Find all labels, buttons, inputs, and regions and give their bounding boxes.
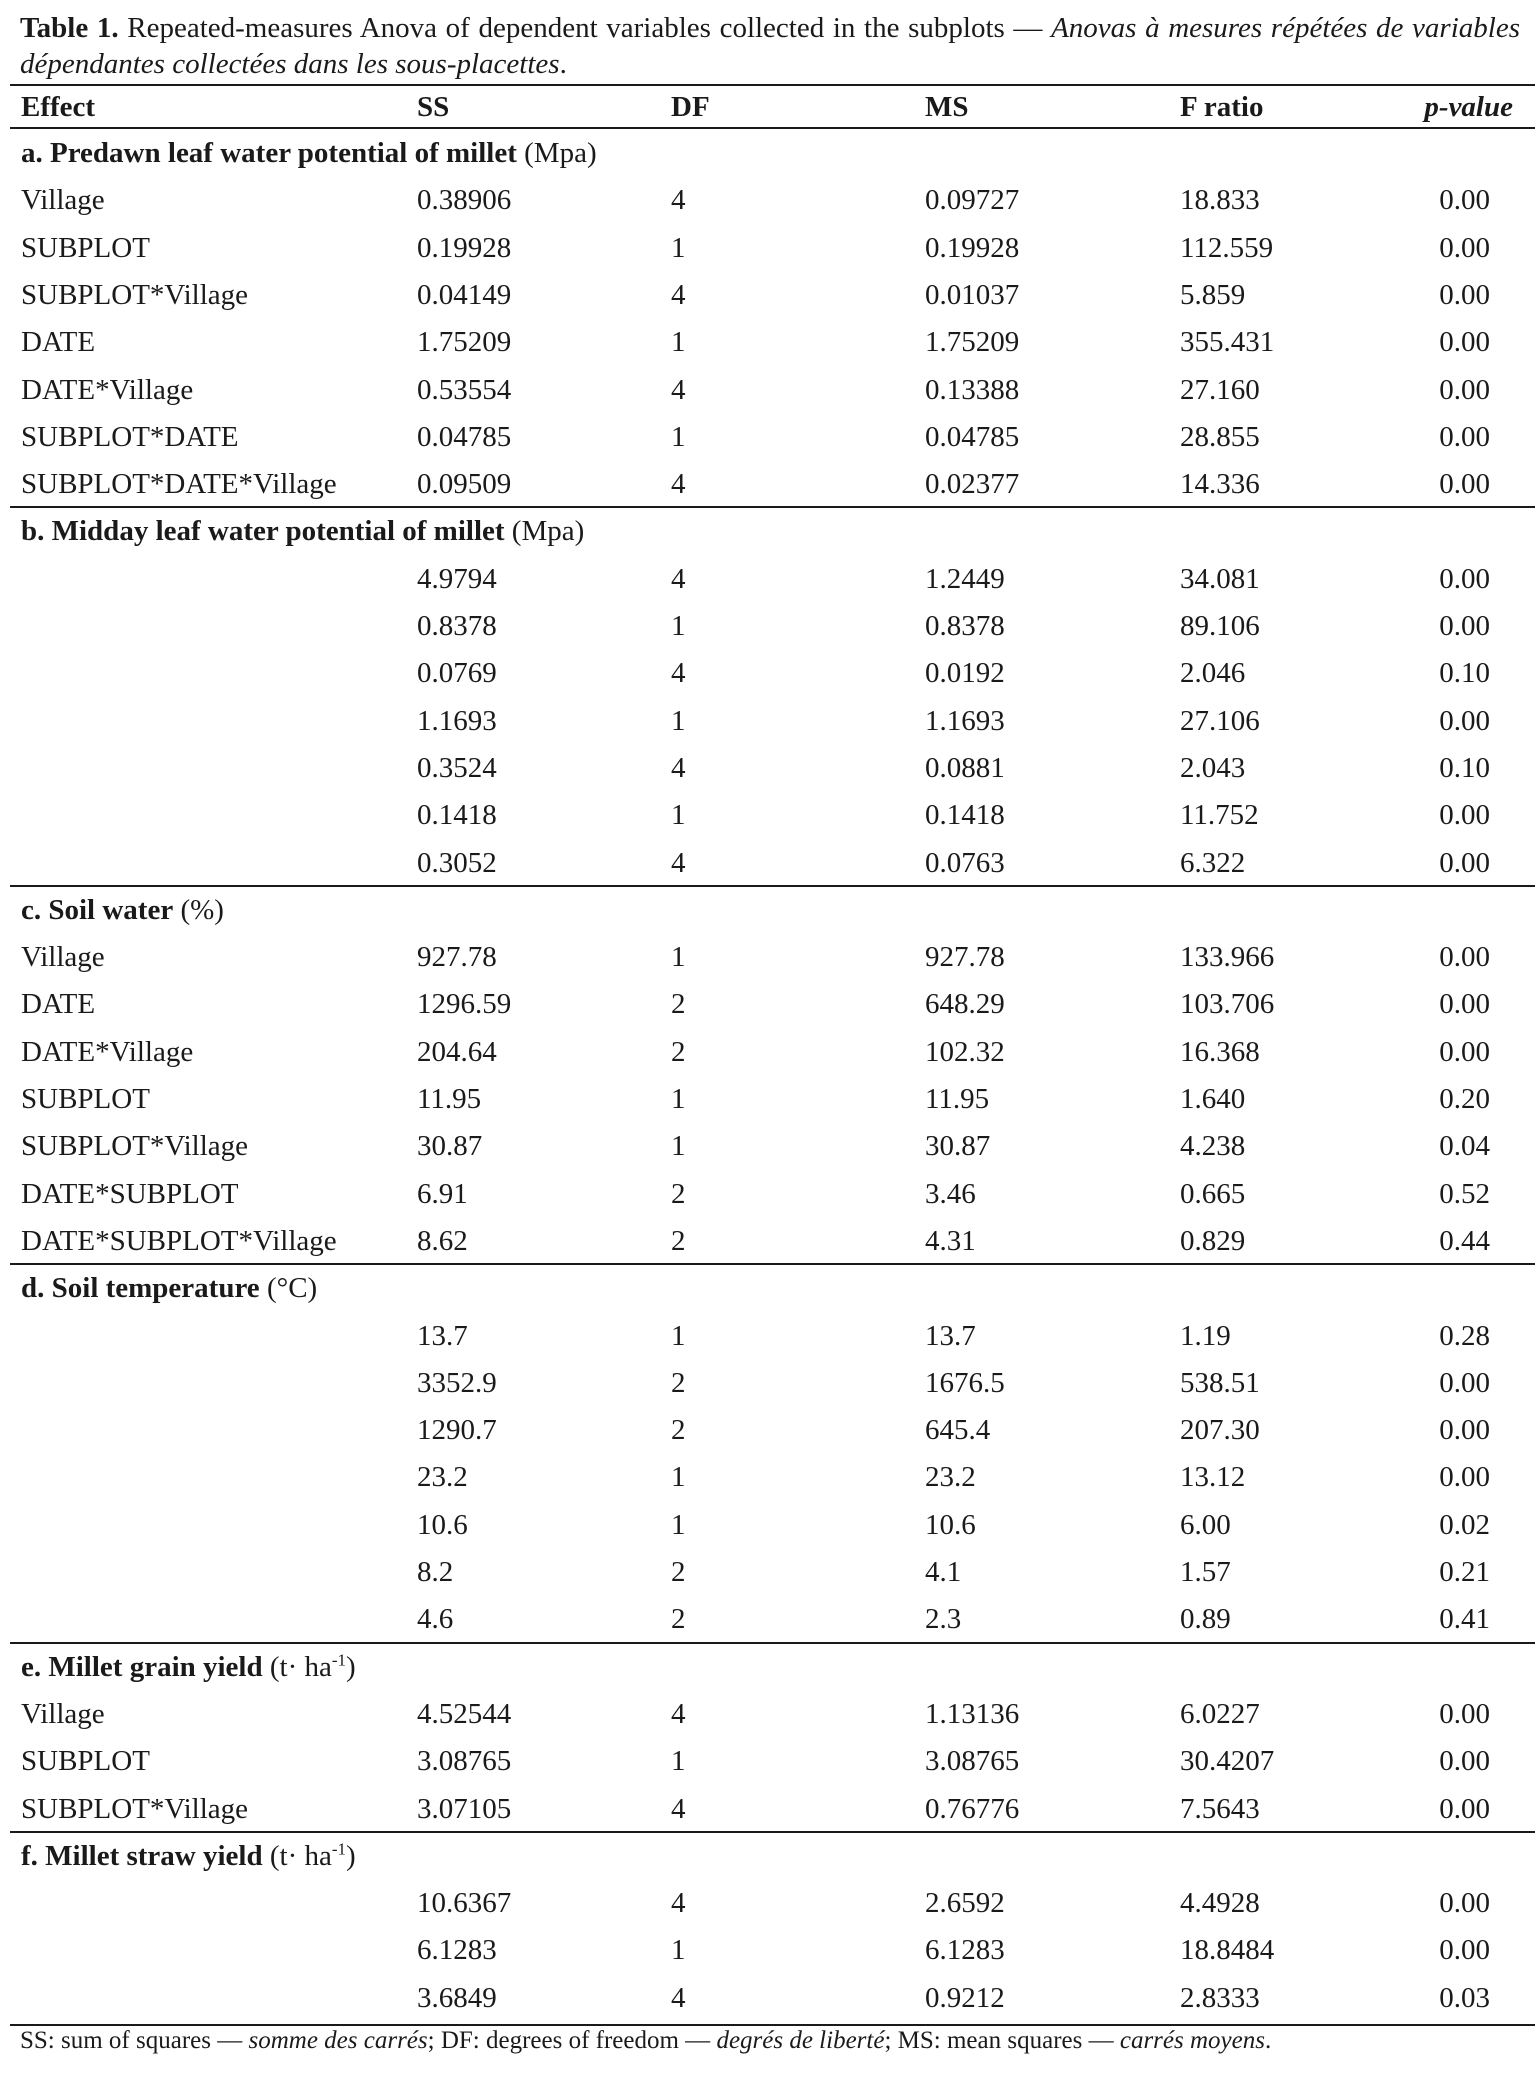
cell-p-value: 0.10 [1439, 657, 1490, 690]
cell-ms: 0.8378 [925, 610, 1005, 642]
cell-ms: 0.02377 [925, 468, 1020, 501]
cell-f-ratio: 27.160 [1180, 373, 1260, 406]
cell-ss: 3.07105 [417, 1792, 512, 1825]
cell-f-ratio: 0.829 [1180, 1224, 1246, 1257]
cell-f-ratio: 16.368 [1180, 1035, 1260, 1068]
cell-df: 1 [671, 799, 686, 832]
cell-ss: 3.6849 [417, 1981, 497, 2014]
cell-f-ratio: 1.57 [1180, 1556, 1231, 1588]
footnote-part: ; MS: mean squares — [884, 2027, 1120, 2054]
section-title-text [21, 508, 584, 555]
cell-effect: DATE*SUBPLOT [21, 1177, 239, 1210]
cell-f-ratio: 7.5643 [1180, 1792, 1260, 1825]
cell-ms: 0.76776 [925, 1792, 1020, 1825]
cell-ss: 13.7 [417, 1319, 468, 1352]
cell-ms: 11.95 [925, 1083, 990, 1115]
table-row [0, 745, 1540, 792]
cell-p-value: 0.04 [1439, 1130, 1490, 1163]
section-title-text [21, 887, 224, 934]
cell-ss: 4.6 [417, 1603, 454, 1636]
section-title-label: a. Predawn leaf water potential of millet [21, 137, 517, 169]
table-row [0, 1313, 1540, 1360]
cell-ms: 0.0192 [925, 657, 1005, 690]
cell-p-value: 0.41 [1439, 1603, 1490, 1636]
cell-df: 2 [671, 1556, 686, 1588]
cell-p-value: 0.00 [1439, 610, 1490, 642]
section-title-label: b. Midday leaf water potential of millet [21, 515, 505, 548]
column-header-f-ratio: F ratio [1180, 91, 1264, 123]
cell-df: 4 [671, 1697, 686, 1730]
footnote-part: SS: sum of squares — [20, 2027, 249, 2054]
cell-f-ratio: 13.12 [1180, 1461, 1246, 1494]
cell-ss: 1296.59 [417, 988, 512, 1021]
cell-f-ratio: 6.322 [1180, 846, 1246, 879]
table-row [0, 603, 1540, 650]
cell-ms: 102.32 [925, 1035, 1005, 1068]
cell-p-value: 0.02 [1439, 1508, 1490, 1541]
section-title [0, 508, 1540, 555]
section-unit-superscript: -1 [331, 1839, 347, 1859]
cell-df: 4 [671, 562, 686, 595]
section-unit [263, 1651, 356, 1683]
cell-p-value: 0.00 [1439, 184, 1490, 217]
cell-ms: 0.9212 [925, 1981, 1005, 2014]
cell-df: 1 [671, 1083, 686, 1115]
cell-p-value: 0.00 [1439, 1366, 1490, 1399]
cell-ms: 927.78 [925, 941, 1005, 974]
table-row [0, 1596, 1540, 1643]
cell-ss: 6.91 [417, 1177, 468, 1210]
cell-f-ratio: 0.89 [1180, 1603, 1231, 1636]
section-title [0, 1644, 1540, 1691]
section-title-text [21, 130, 597, 177]
cell-f-ratio: 27.106 [1180, 704, 1260, 737]
table-row [0, 177, 1540, 224]
cell-ss: 0.38906 [417, 184, 512, 217]
cell-ss: 4.52544 [417, 1697, 512, 1730]
section-title-text [21, 1265, 317, 1312]
cell-f-ratio: 18.833 [1180, 184, 1260, 217]
cell-effect: SUBPLOT*Village [21, 1792, 249, 1825]
cell-p-value: 0.20 [1439, 1083, 1490, 1115]
cell-df: 2 [671, 1603, 686, 1636]
caption-text-french: Anovas à mesures répétées de variables dépendantes collectées dans les sous-placettes [20, 12, 1520, 80]
cell-ss: 4.9794 [417, 562, 497, 595]
table-row [0, 414, 1540, 461]
cell-effect: SUBPLOT*Village [21, 278, 249, 311]
cell-f-ratio: 6.00 [1180, 1508, 1231, 1541]
cell-f-ratio: 28.855 [1180, 420, 1260, 453]
cell-df: 1 [671, 1461, 686, 1494]
cell-p-value: 0.00 [1439, 704, 1490, 737]
cell-ms: 0.09727 [925, 184, 1020, 217]
footnote-part: degrés de liberté [716, 2027, 885, 2054]
section-title-label: c. Soil water [21, 893, 174, 926]
table-row [0, 1076, 1540, 1123]
cell-ms: 1.2449 [925, 562, 1005, 595]
table-row [0, 1123, 1540, 1170]
cell-ss: 0.53554 [417, 373, 512, 406]
table-row [0, 698, 1540, 745]
cell-ms: 3.08765 [925, 1745, 1020, 1778]
column-header-df: DF [671, 91, 710, 123]
section-title [0, 130, 1540, 177]
cell-f-ratio: 112.559 [1180, 231, 1274, 264]
table-row [0, 1454, 1540, 1501]
cell-df: 1 [671, 1934, 686, 1967]
cell-p-value: 0.00 [1439, 562, 1490, 595]
cell-df: 2 [671, 1224, 686, 1257]
cell-ss: 0.0769 [417, 657, 497, 690]
table-row [0, 1360, 1540, 1407]
cell-df: 4 [671, 373, 686, 406]
cell-ms: 0.1418 [925, 799, 1005, 832]
cell-ms: 1676.5 [925, 1366, 1005, 1399]
cell-ss: 204.64 [417, 1035, 497, 1068]
cell-ss: 30.87 [417, 1130, 483, 1163]
cell-ss: 1290.7 [417, 1414, 497, 1447]
cell-df: 1 [671, 1745, 686, 1778]
cell-p-value: 0.00 [1439, 468, 1490, 501]
table-row [0, 461, 1540, 508]
table-row [0, 650, 1540, 697]
cell-p-value: 0.00 [1439, 846, 1490, 879]
footnote-part: carrés moyens [1119, 2027, 1265, 2054]
cell-effect: Village [21, 184, 105, 217]
cell-ms: 0.0881 [925, 751, 1005, 784]
section-unit [173, 894, 224, 926]
cell-ss: 8.62 [417, 1224, 468, 1257]
table-row [0, 367, 1540, 414]
cell-df: 4 [671, 184, 686, 217]
cell-ms: 0.19928 [925, 231, 1020, 264]
cell-ms: 1.75209 [925, 326, 1020, 359]
section-unit-end: ) [346, 1839, 356, 1872]
cell-ss: 10.6 [417, 1508, 468, 1541]
table-row [0, 1927, 1540, 1974]
cell-df: 2 [671, 988, 686, 1021]
cell-p-value: 0.00 [1439, 278, 1490, 311]
cell-ss: 927.78 [417, 941, 497, 974]
cell-ms: 1.13136 [925, 1697, 1020, 1730]
column-header-p-value: p-value [1424, 91, 1513, 123]
footnote-part: . [1264, 2027, 1272, 2054]
section-title-label: f. Millet straw yield [21, 1839, 263, 1872]
cell-ss: 10.6367 [417, 1887, 512, 1920]
cell-ss: 23.2 [417, 1461, 468, 1494]
cell-ms: 0.13388 [925, 373, 1020, 406]
cell-df: 2 [671, 1177, 686, 1210]
cell-effect: SUBPLOT [21, 231, 150, 264]
section-title-text [21, 1833, 356, 1880]
cell-df: 4 [671, 657, 686, 690]
cell-p-value: 0.52 [1439, 1177, 1490, 1210]
table-row [0, 1029, 1540, 1076]
section-title [0, 1833, 1540, 1880]
section-title-label: d. Soil temperature [21, 1272, 260, 1305]
cell-effect: SUBPLOT*DATE [21, 420, 239, 453]
cell-p-value: 0.00 [1439, 1792, 1490, 1825]
footnote-part: somme des carrés [248, 2027, 428, 2054]
column-header-effect: Effect [21, 91, 96, 123]
cell-df: 2 [671, 1035, 686, 1068]
section-unit-end: ) [346, 1650, 356, 1683]
cell-f-ratio: 207.30 [1180, 1414, 1260, 1447]
table-row [0, 272, 1540, 319]
cell-ms: 0.04785 [925, 420, 1020, 453]
cell-df: 1 [671, 1130, 686, 1163]
section-unit-text: (Mpa) [504, 515, 585, 548]
cell-f-ratio: 4.238 [1180, 1130, 1246, 1163]
caption-label: Table 1. [20, 12, 119, 44]
cell-effect: DATE*Village [21, 1035, 194, 1068]
cell-ss: 6.1283 [417, 1934, 497, 1967]
cell-ss: 1.75209 [417, 326, 512, 359]
cell-ms: 645.4 [925, 1414, 991, 1447]
cell-effect: DATE*Village [21, 373, 194, 406]
cell-p-value: 0.00 [1439, 799, 1490, 832]
caption-end: . [559, 48, 567, 80]
cell-ss: 0.04785 [417, 420, 512, 453]
cell-ms: 4.1 [925, 1556, 962, 1588]
section-unit [505, 515, 585, 547]
cell-ms: 3.46 [925, 1177, 976, 1210]
cell-f-ratio: 11.752 [1180, 799, 1259, 832]
cell-f-ratio: 103.706 [1180, 988, 1275, 1021]
cell-f-ratio: 14.336 [1180, 468, 1260, 501]
cell-ss: 8.2 [417, 1556, 454, 1588]
section-title-text [21, 1644, 356, 1691]
cell-ss: 3352.9 [417, 1366, 497, 1399]
cell-df: 4 [671, 1887, 686, 1920]
cell-ms: 30.87 [925, 1130, 991, 1163]
section-unit-text: (t· ha [262, 1650, 332, 1683]
cell-p-value: 0.00 [1439, 1414, 1490, 1447]
cell-ss: 0.04149 [417, 278, 512, 311]
section-unit-text: (°C) [259, 1272, 318, 1305]
table-row [0, 1549, 1540, 1596]
column-header-ss: SS [417, 91, 450, 123]
table-row [0, 319, 1540, 366]
section-unit-text: (t· ha [262, 1839, 332, 1872]
cell-df: 1 [671, 420, 686, 453]
section-unit-superscript: -1 [331, 1649, 347, 1669]
cell-ms: 23.2 [925, 1461, 976, 1494]
cell-p-value: 0.21 [1439, 1556, 1490, 1588]
cell-f-ratio: 4.4928 [1180, 1887, 1260, 1920]
cell-df: 4 [671, 751, 686, 784]
cell-ms: 2.6592 [925, 1887, 1005, 1920]
table-row [0, 1171, 1540, 1218]
cell-df: 1 [671, 610, 686, 642]
table-row [0, 792, 1540, 839]
cell-f-ratio: 5.859 [1180, 278, 1246, 311]
cell-ms: 0.0763 [925, 846, 1005, 879]
section-unit [263, 1840, 356, 1872]
cell-effect: DATE*SUBPLOT*Village [21, 1224, 337, 1257]
section-title [0, 887, 1540, 934]
cell-effect: DATE [21, 988, 96, 1021]
section-unit [260, 1272, 318, 1304]
cell-ss: 0.1418 [417, 799, 497, 832]
cell-f-ratio: 34.081 [1180, 562, 1260, 595]
cell-p-value: 0.00 [1439, 941, 1490, 974]
cell-df: 4 [671, 1792, 686, 1825]
cell-ss: 3.08765 [417, 1745, 512, 1778]
cell-p-value: 0.00 [1439, 1887, 1490, 1920]
cell-effect: DATE [21, 326, 96, 359]
cell-p-value: 0.00 [1439, 1745, 1490, 1778]
cell-ms: 10.6 [925, 1508, 976, 1541]
table-row [0, 1880, 1540, 1927]
cell-ms: 13.7 [925, 1319, 976, 1352]
cell-ms: 648.29 [925, 988, 1005, 1021]
cell-f-ratio: 2.043 [1180, 751, 1246, 784]
cell-f-ratio: 133.966 [1180, 941, 1275, 974]
cell-f-ratio: 2.8333 [1180, 1981, 1260, 2014]
cell-p-value: 0.00 [1439, 373, 1490, 406]
cell-df: 4 [671, 1981, 686, 2014]
section-title-label: e. Millet grain yield [21, 1650, 263, 1683]
cell-df: 4 [671, 846, 686, 879]
section-unit-text: (Mpa) [516, 137, 597, 169]
cell-p-value: 0.00 [1439, 326, 1490, 359]
cell-df: 4 [671, 468, 686, 501]
table-footnote [20, 2025, 1271, 2057]
cell-f-ratio: 355.431 [1180, 326, 1275, 359]
cell-df: 1 [671, 941, 686, 974]
table-row [0, 1218, 1540, 1265]
cell-p-value: 0.00 [1439, 420, 1490, 453]
cell-f-ratio: 538.51 [1180, 1366, 1260, 1399]
cell-effect: SUBPLOT*Village [21, 1130, 249, 1163]
column-header-ms: MS [925, 91, 969, 123]
cell-ms: 2.3 [925, 1603, 962, 1636]
cell-df: 2 [671, 1366, 686, 1399]
cell-ms: 0.01037 [925, 278, 1020, 311]
cell-ss: 0.3052 [417, 846, 497, 879]
cell-effect: SUBPLOT*DATE*Village [21, 468, 337, 501]
cell-p-value: 0.00 [1439, 1035, 1490, 1068]
table-row [0, 1691, 1540, 1738]
cell-effect: SUBPLOT [21, 1745, 150, 1778]
cell-p-value: 0.00 [1439, 988, 1490, 1021]
cell-f-ratio: 18.8484 [1180, 1934, 1275, 1967]
cell-df: 1 [671, 1319, 686, 1352]
table-row [0, 1502, 1540, 1549]
cell-ms: 1.1693 [925, 704, 1005, 737]
cell-p-value: 0.28 [1439, 1319, 1490, 1352]
section-unit-text: (%) [173, 893, 224, 926]
cell-f-ratio: 1.19 [1180, 1319, 1231, 1352]
table-row [0, 840, 1540, 887]
cell-f-ratio: 1.640 [1180, 1083, 1246, 1115]
table-row [0, 981, 1540, 1028]
cell-p-value: 0.00 [1439, 1461, 1490, 1494]
cell-p-value: 0.00 [1439, 1697, 1490, 1730]
cell-ss: 1.1693 [417, 704, 497, 737]
cell-df: 4 [671, 278, 686, 311]
table-row [0, 1786, 1540, 1833]
footnote-part: ; DF: degrees of freedom — [427, 2027, 717, 2054]
cell-f-ratio: 89.106 [1180, 610, 1260, 642]
cell-ss: 0.09509 [417, 468, 512, 501]
cell-f-ratio: 6.0227 [1180, 1697, 1260, 1730]
cell-p-value: 0.00 [1439, 1934, 1490, 1967]
cell-ss: 0.8378 [417, 610, 497, 642]
table-row [0, 1738, 1540, 1785]
cell-ms: 6.1283 [925, 1934, 1005, 1967]
cell-ss: 0.3524 [417, 751, 497, 784]
cell-df: 1 [671, 231, 686, 264]
table-row [0, 1975, 1540, 2022]
section-unit [517, 137, 597, 169]
table-row [0, 1407, 1540, 1454]
caption-text-english: Repeated-measures Anova of dependent variables collected in the subplots — [118, 12, 1052, 44]
cell-df: 2 [671, 1414, 686, 1447]
cell-effect: Village [21, 941, 105, 974]
cell-f-ratio: 0.665 [1180, 1177, 1246, 1210]
cell-df: 1 [671, 326, 686, 359]
cell-ss: 0.19928 [417, 231, 512, 264]
section-title [0, 1265, 1540, 1312]
cell-p-value: 0.00 [1439, 231, 1490, 264]
table-row [0, 225, 1540, 272]
cell-p-value: 0.03 [1439, 1981, 1490, 2014]
cell-p-value: 0.44 [1439, 1224, 1490, 1257]
table-row [0, 934, 1540, 981]
cell-p-value: 0.10 [1439, 751, 1490, 784]
cell-ss: 11.95 [417, 1083, 482, 1115]
cell-effect: Village [21, 1697, 105, 1730]
cell-df: 1 [671, 704, 686, 737]
cell-f-ratio: 2.046 [1180, 657, 1246, 690]
table-row [0, 556, 1540, 603]
cell-ms: 4.31 [925, 1224, 976, 1257]
cell-effect: SUBPLOT [21, 1083, 150, 1115]
cell-df: 1 [671, 1508, 686, 1541]
cell-f-ratio: 30.4207 [1180, 1745, 1275, 1778]
